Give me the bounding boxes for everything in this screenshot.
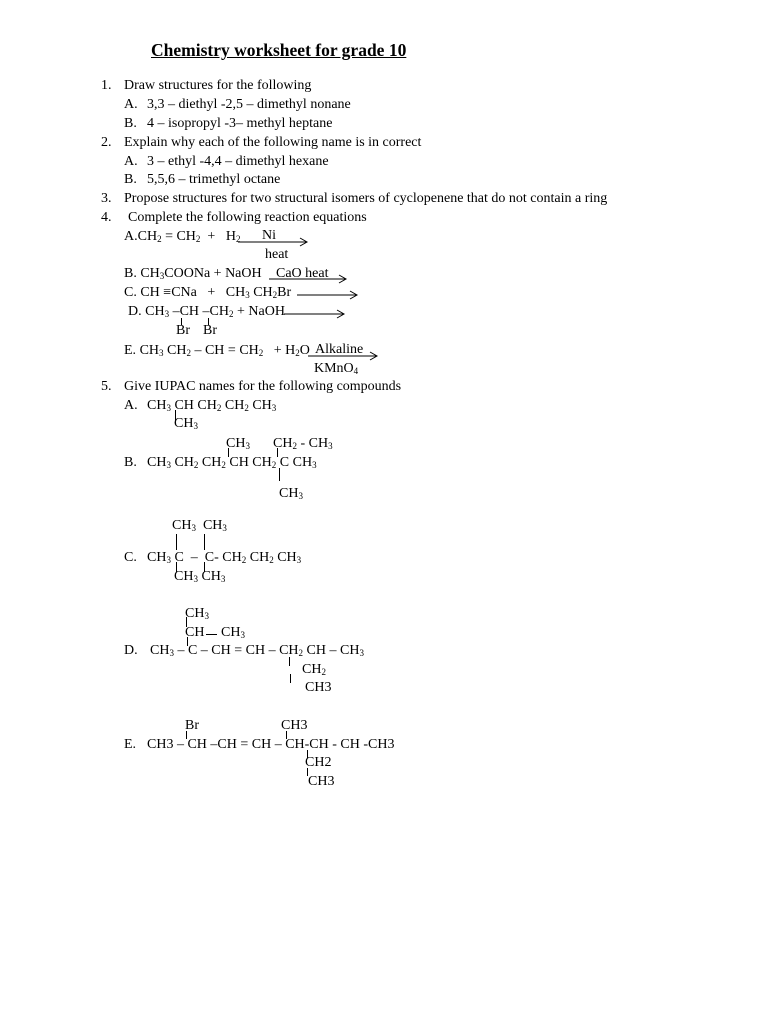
- q3-text: Propose structures for two structural isomers of cyclopenene that do not contain a ring: [124, 191, 608, 206]
- q1-text: Draw structures for the following: [124, 78, 312, 93]
- q5-a-branch: $CH_3$: [174, 416, 198, 431]
- bond-line: [279, 468, 280, 481]
- q4-number: 4.: [101, 210, 112, 225]
- q5-d-bottom-ch3: CH3: [305, 680, 332, 695]
- q5-d-formula: $CH_3$ – C – CH = CH – $CH_2$ CH – $CH_3$: [150, 643, 364, 658]
- q2-b-label: B.: [124, 172, 137, 187]
- q5-d-bottom-branch: $CH_2$: [302, 662, 326, 677]
- q4-c-equation: C. CH $\equiv CNa + CH_3$ $CH_2Br$: [124, 285, 292, 300]
- q5-b-top-branch: $CH_3$: [226, 436, 250, 451]
- q2-a-label: A.: [124, 154, 138, 169]
- q1-b-label: B.: [124, 116, 137, 131]
- q5-b-bottom-branch: $CH_3$: [279, 486, 303, 501]
- q5-b-label: B.: [124, 455, 137, 470]
- bond-line: [289, 657, 290, 666]
- q5-d-label: D.: [124, 643, 138, 658]
- q5-c-bottom-branch: $CH_3$ $CH_3$: [174, 569, 226, 584]
- q4-d-br2: Br: [203, 323, 217, 338]
- bond-line: [176, 534, 177, 550]
- q4-b-condition: CaO heat: [276, 266, 329, 281]
- q5-a-formula: $CH_3$ CH $CH_2$ $CH_2$ $CH_3$: [147, 398, 277, 413]
- q3-number: 3.: [101, 191, 112, 206]
- q4-d-br1: Br: [176, 323, 190, 338]
- q5-text: Give IUPAC names for the following compounds: [124, 379, 402, 394]
- q5-e-label: E.: [124, 737, 137, 752]
- bond-line: [290, 674, 291, 683]
- q4-e-equation: E. $CH_3$ $CH_2$ – CH = $CH_2 + H_2O$: [124, 343, 310, 358]
- q5-e-bottom-branch: CH2: [305, 755, 332, 770]
- q5-e-formula: CH3 – CH –CH = CH – CH-CH - CH -CH3: [147, 737, 395, 752]
- q1-a-text: 3,3 – diethyl -2,5 – dimethyl nonane: [147, 97, 351, 112]
- q4-text: Complete the following reaction equations: [128, 210, 367, 225]
- q2-number: 2.: [101, 135, 112, 150]
- q4-e-reagent: KMnO$_4$: [314, 361, 359, 376]
- q5-d-mid-branch: CH: [185, 625, 205, 640]
- bond-line: [206, 634, 217, 635]
- q5-d-mid-branch-ch3: $CH_3$: [221, 625, 245, 640]
- q2-a-text: 3 – ethyl -4,4 – dimethyl hexane: [147, 154, 329, 169]
- page-title: Chemistry worksheet for grade 10: [151, 40, 407, 60]
- q4-d-equation: D. $CH_3$ –CH $-CH_2$ + NaOH: [128, 304, 285, 319]
- q5-e-br: Br: [185, 718, 199, 733]
- q5-a-label: A.: [124, 398, 138, 413]
- q1-number: 1.: [101, 78, 112, 93]
- q5-c-formula: $CH_3$ C – C- $CH_2$ $CH_2$ $CH_3$: [147, 550, 302, 565]
- q1-a-label: A.: [124, 97, 138, 112]
- q4-a-equation: $A.CH_2 = CH_2 + H_2$: [124, 229, 241, 244]
- reaction-arrow-icon: [297, 289, 359, 301]
- q5-e-bottom-ch3: CH3: [308, 774, 335, 789]
- q5-b-top-branch: $CH_2 - CH_3$: [273, 436, 333, 451]
- q2-text: Explain why each of the following name is in correct: [124, 135, 422, 150]
- q5-number: 5.: [101, 379, 112, 394]
- bond-line: [204, 534, 205, 550]
- q4-e-condition: Alkaline: [315, 342, 364, 357]
- q4-b-equation: B. $CH_3COONa$ + NaOH: [124, 266, 262, 281]
- q5-e-top-branch: CH3: [281, 718, 308, 733]
- q2-b-text: 5,5,6 – trimethyl octane: [147, 172, 281, 187]
- q5-d-top-branch: $CH_3$: [185, 606, 209, 621]
- q1-b-text: 4 – isopropyl -3– methyl heptane: [147, 116, 333, 131]
- q5-c-label: C.: [124, 550, 137, 565]
- reaction-arrow-icon: [284, 308, 346, 320]
- q4-a-catalyst: Ni: [262, 228, 276, 243]
- q4-a-condition: heat: [265, 247, 289, 262]
- q5-c-top-branch: $CH_3$ $CH_3$: [172, 518, 227, 533]
- reaction-arrow-icon: [269, 273, 349, 285]
- q5-b-formula: $CH_3$ $CH_2$ $CH_2$ CH $CH_2$ C $CH_3$: [147, 455, 317, 470]
